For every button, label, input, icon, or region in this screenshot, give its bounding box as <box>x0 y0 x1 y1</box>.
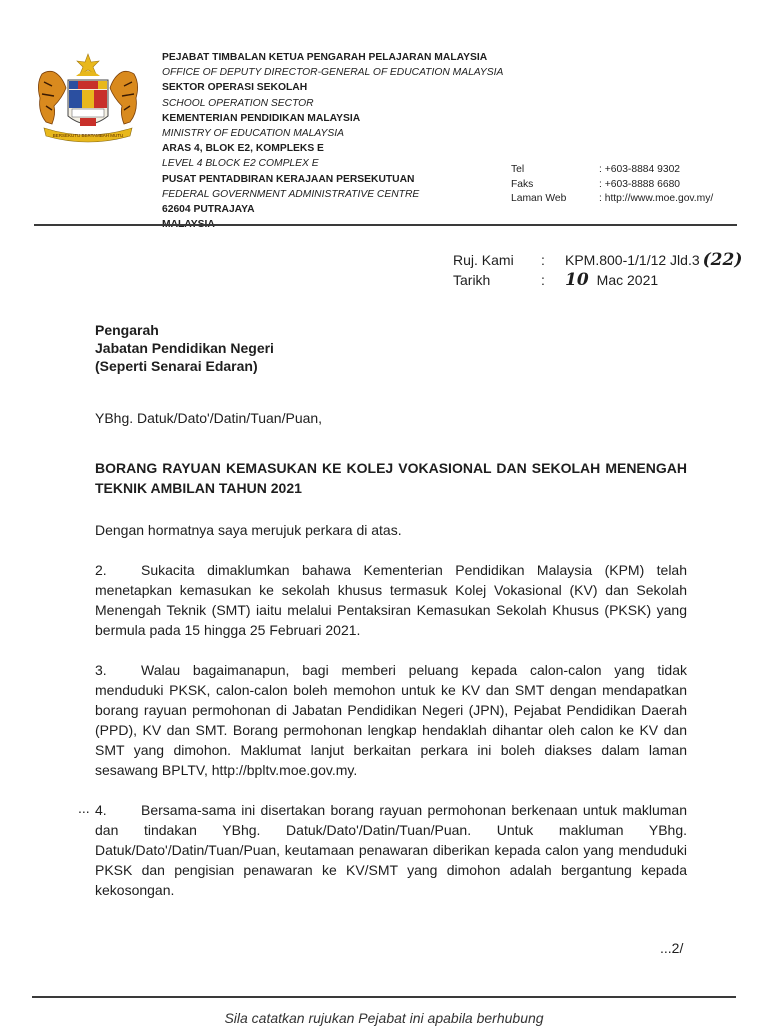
contact-tel <box>511 163 713 178</box>
date-value: Mac 2021 <box>596 272 659 288</box>
contact-value: : +603-8888 6680 <box>599 178 681 190</box>
contact-label: Laman Web <box>511 193 567 204</box>
paragraph-number: 3. <box>95 662 107 678</box>
addressee-line: Jabatan Pendidikan Negeri <box>95 340 274 356</box>
paragraph-text: Bersama-sama ini disertakan borang rayuan permohonan berkenaan untuk makluman dan tindakan YBhg. Datuk/Dato'/Datin/Tuan/Puan. Untuk makluman YBhg. Datuk/Dato'/Datin/Tuan/Puan, keutamaan penawaran diberikan kepada calon yang menduduki PKSK dan pengisian penawaran ke KV/SMT yang dimohon adalah bergantung kepada kekosongan. <box>95 802 687 898</box>
letterhead-line: PEJABAT TIMBALAN KETUA PENGARAH PELAJARAN MALAYSIA <box>162 52 488 63</box>
paragraph-number: 2. <box>95 562 107 578</box>
colon: : <box>541 252 545 268</box>
contact-value: : +603-8884 9302 <box>599 164 681 175</box>
margin-mark: ... <box>78 800 90 816</box>
addressee-line: (Seperti Senarai Edaran) <box>95 358 258 374</box>
contact-fax <box>511 178 713 193</box>
page-continuation: ...2/ <box>660 940 684 956</box>
tarikh-label: Tarikh <box>453 272 491 288</box>
paragraph-3 <box>95 660 687 780</box>
ruj-value: KPM.800-1/1/12 Jld.3 <box>565 252 700 268</box>
letterhead-line: SEKTOR OPERASI SEKOLAH <box>162 82 308 94</box>
salutation: YBhg. Datuk/Dato'/Datin/Tuan/Puan, <box>95 410 323 426</box>
letterhead-line: OFFICE OF DEPUTY DIRECTOR-GENERAL OF EDUCATION MALAYSIA <box>162 67 504 79</box>
letterhead-line: 62604 PUTRAJAYA <box>162 204 255 216</box>
handwritten-number: (22) <box>702 250 743 270</box>
contact-details <box>511 163 713 207</box>
addressee-line: Pengarah <box>95 322 159 338</box>
reference-number-row <box>453 250 742 270</box>
contact-label: Faks <box>511 178 534 190</box>
letterhead-line: SCHOOL OPERATION SECTOR <box>162 97 314 109</box>
paragraph-number: 4. <box>95 802 107 818</box>
date-row <box>453 270 742 290</box>
paragraph-4 <box>95 800 687 900</box>
malaysia-coat-of-arms-logo <box>32 52 144 144</box>
paragraph-text: Sukacita dimaklumkan bahawa Kementerian Pendidikan Malaysia (KPM) telah menetapkan kemasukan ke sekolah khusus termasuk Kolej Vokasional (KV) dan Sekolah Menengah Teknik (SMT) iaitu melalui Pentaksiran Kemasukan Sekolah Khusus (PKSK) yang bermula pada 15 hingga 25 Februari 2021. <box>95 562 687 638</box>
footer-divider <box>32 996 736 998</box>
contact-website <box>511 192 713 207</box>
letterhead-line: PUSAT PENTADBIRAN KERAJAAN PERSEKUTUAN <box>162 173 415 185</box>
letterhead-line: LEVEL 4 BLOCK E2 COMPLEX E <box>162 158 319 170</box>
ruj-label: Ruj. Kami <box>453 252 514 268</box>
paragraph-2 <box>95 560 687 640</box>
letterhead-line: MINISTRY OF EDUCATION MALAYSIA <box>162 128 344 140</box>
reference-block <box>453 250 742 290</box>
letterhead-line: ARAS 4, BLOK E2, KOMPLEKS E <box>162 143 324 155</box>
handwritten-day: 10 <box>565 270 589 290</box>
contact-value: : http://www.moe.gov.my/ <box>599 193 714 204</box>
footer-note: Sila catatkan rujukan Pejabat ini apabila berhubung <box>224 1010 544 1026</box>
letter-subject: BORANG RAYUAN KEMASUKAN KE KOLEJ VOKASIONAL DAN SEKOLAH MENENGAH TEKNIK AMBILAN TAHUN 2021 <box>95 460 687 496</box>
paragraph-text: Walau bagaimanapun, bagi memberi peluang kepada calon-calon yang tidak menduduki PKSK, calon-calon boleh memohon untuk ke KV dan SMT dengan mendapatkan borang rayuan permohonan di Jabatan Pendidikan Negeri (JPN), Pejabat Pendidikan Daerah (PPD), KV dan SMT. Borang permohonan lengkap hendaklah dihantar oleh calon ke KV dan SMT yang dimohon. Maklumat lanjut berkaitan perkara ini boleh diakses dalam laman sesawang BPLTV, http://bpltv.moe.gov.my. <box>95 662 687 778</box>
letterhead-address <box>162 50 503 232</box>
contact-label: Tel <box>511 164 525 175</box>
opening-line: Dengan hormatnya saya merujuk perkara di atas. <box>95 522 402 538</box>
addressee <box>95 321 274 375</box>
letterhead-line: KEMENTERIAN PENDIDIKAN MALAYSIA <box>162 112 361 124</box>
crest-motto: BERSEKUTU BERTAMBAH MUTU <box>52 133 124 138</box>
header-divider <box>34 224 737 226</box>
colon: : <box>541 272 545 288</box>
letterhead-line: FEDERAL GOVERNMENT ADMINISTRATIVE CENTRE <box>162 188 420 200</box>
